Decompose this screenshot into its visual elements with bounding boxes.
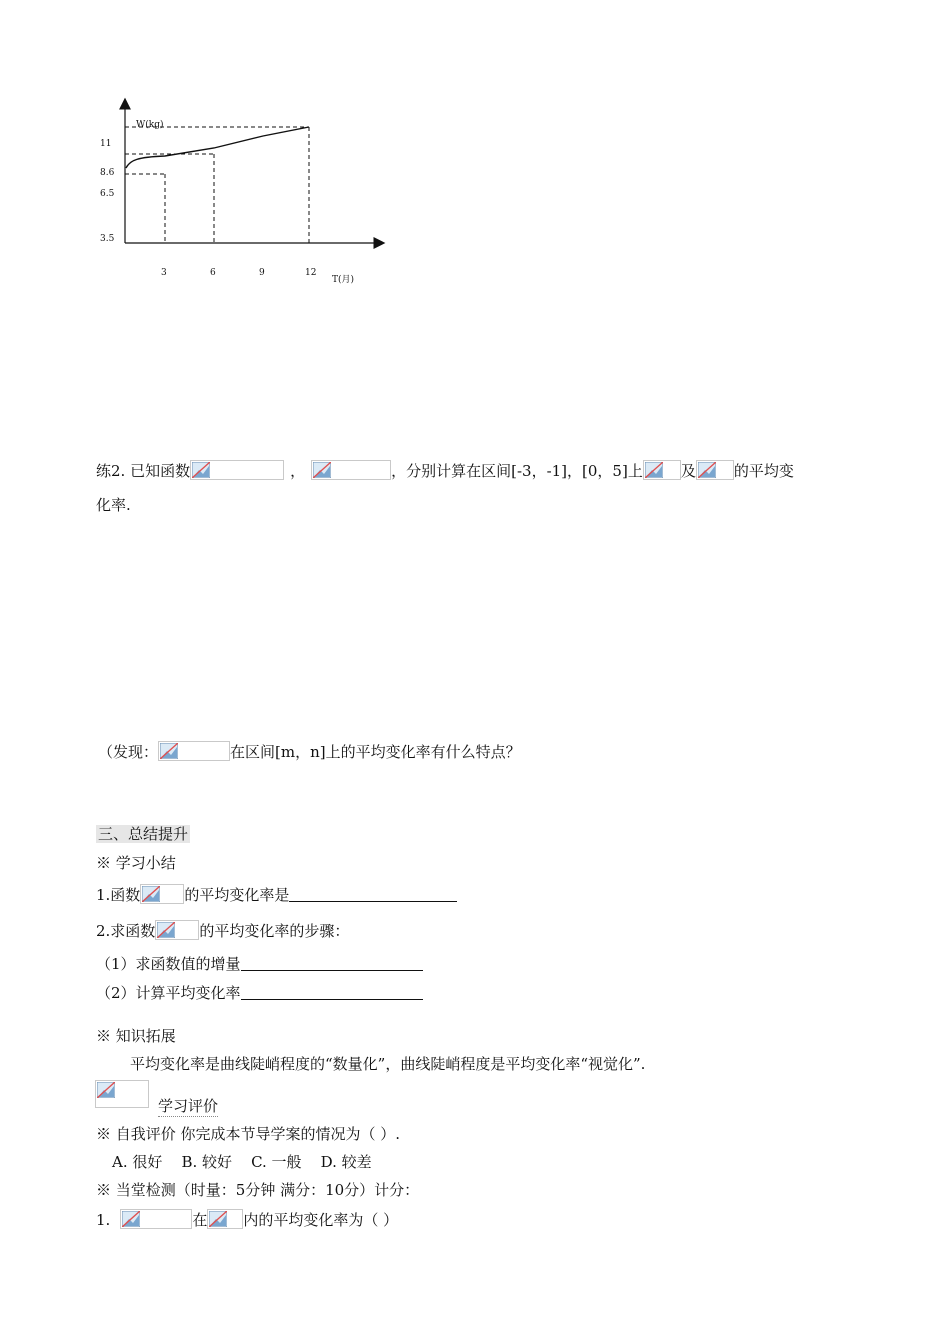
ex2-text-b: ，分别计算在区间[-3，-1]，[0，5]上 [391, 462, 643, 480]
answer-blank[interactable] [241, 985, 423, 1000]
question-1-in: 在 [192, 1211, 208, 1229]
question-1 [96, 1209, 398, 1230]
x-tick-label: 6 [210, 268, 216, 278]
y-axis-label: W(kg) [136, 120, 164, 130]
y-tick-label: 6.5 [100, 189, 115, 199]
summary-step-2 [96, 982, 423, 1003]
x-tick-label: 3 [161, 268, 167, 278]
summary-item-2-a: 2.求函数 [96, 922, 156, 940]
summary-step-2-text: （2）计算平均变化率 [96, 984, 241, 1002]
summary-item-1-b: 的平均变化率是 [184, 886, 290, 904]
ex2-text-c: 的平均变 [733, 462, 794, 480]
exercise-2-line2: 化率. [96, 496, 131, 514]
formula-image [120, 1209, 192, 1229]
y-tick-label: 3.5 [100, 234, 115, 244]
answer-blank[interactable] [289, 887, 457, 902]
evaluation-title: 学习评价 [158, 1097, 219, 1115]
formula-image [207, 1209, 243, 1229]
x-axis-label: T(月) [332, 275, 355, 285]
summary-sub: ※ 学习小结 [96, 854, 176, 872]
extension-title: ※ 知识拓展 [96, 1027, 176, 1045]
summary-item-2-b: 的平均变化率的步骤： [199, 922, 350, 940]
discovery-line [98, 741, 521, 762]
summary-heading-text: 三、总结提升 [98, 825, 189, 843]
summary-item-1-a: 1.函数 [96, 886, 141, 904]
exercise-2-line1 [96, 460, 794, 481]
formula-image [155, 920, 199, 940]
answer-blank[interactable] [241, 956, 423, 971]
formula-image [311, 460, 391, 480]
self-evaluation-options: A. 很好 B. 较好 C. 一般 D. 较差 [112, 1153, 372, 1171]
x-tick-label: 12 [305, 268, 317, 278]
summary-step-1 [96, 953, 423, 974]
self-evaluation: ※ 自我评价 你完成本节导学案的情况为（ ）. [96, 1125, 401, 1143]
formula-image [158, 741, 230, 761]
question-1-tail: 内的平均变化率为（ ） [243, 1211, 399, 1229]
ex2-comma: ， [290, 462, 306, 480]
summary-step-1-text: （1）求函数值的增量 [96, 955, 241, 973]
ex2-text-a: 练2. 已知函数 [96, 462, 191, 480]
discovery-text-a: （发现： [98, 743, 159, 761]
y-tick-label: 8.6 [100, 168, 115, 178]
discovery-text-b: 在区间[m，n]上的平均变化率有什么特点？ [230, 743, 521, 761]
x-tick-label: 9 [259, 268, 265, 278]
summary-item-1 [96, 884, 457, 905]
summary-heading [96, 823, 190, 844]
ex2-and: 及 [680, 462, 696, 480]
decorative-image [95, 1080, 149, 1108]
summary-item-2 [96, 920, 349, 941]
formula-image [140, 884, 184, 904]
formula-image [696, 460, 734, 480]
extension-text: 平均变化率是曲线陡峭程度的“数量化”，曲线陡峭程度是平均变化率“视觉化”. [130, 1055, 646, 1073]
evaluation-header [95, 1080, 149, 1108]
question-1-number: 1. [96, 1211, 111, 1229]
formula-image [190, 460, 284, 480]
in-class-test: ※ 当堂检测（时量：5分钟 满分：10分）计分： [96, 1181, 420, 1199]
weight-growth-chart [90, 90, 400, 300]
growth-curve [126, 127, 309, 168]
formula-image [643, 460, 681, 480]
y-tick-label: 11 [100, 139, 112, 149]
